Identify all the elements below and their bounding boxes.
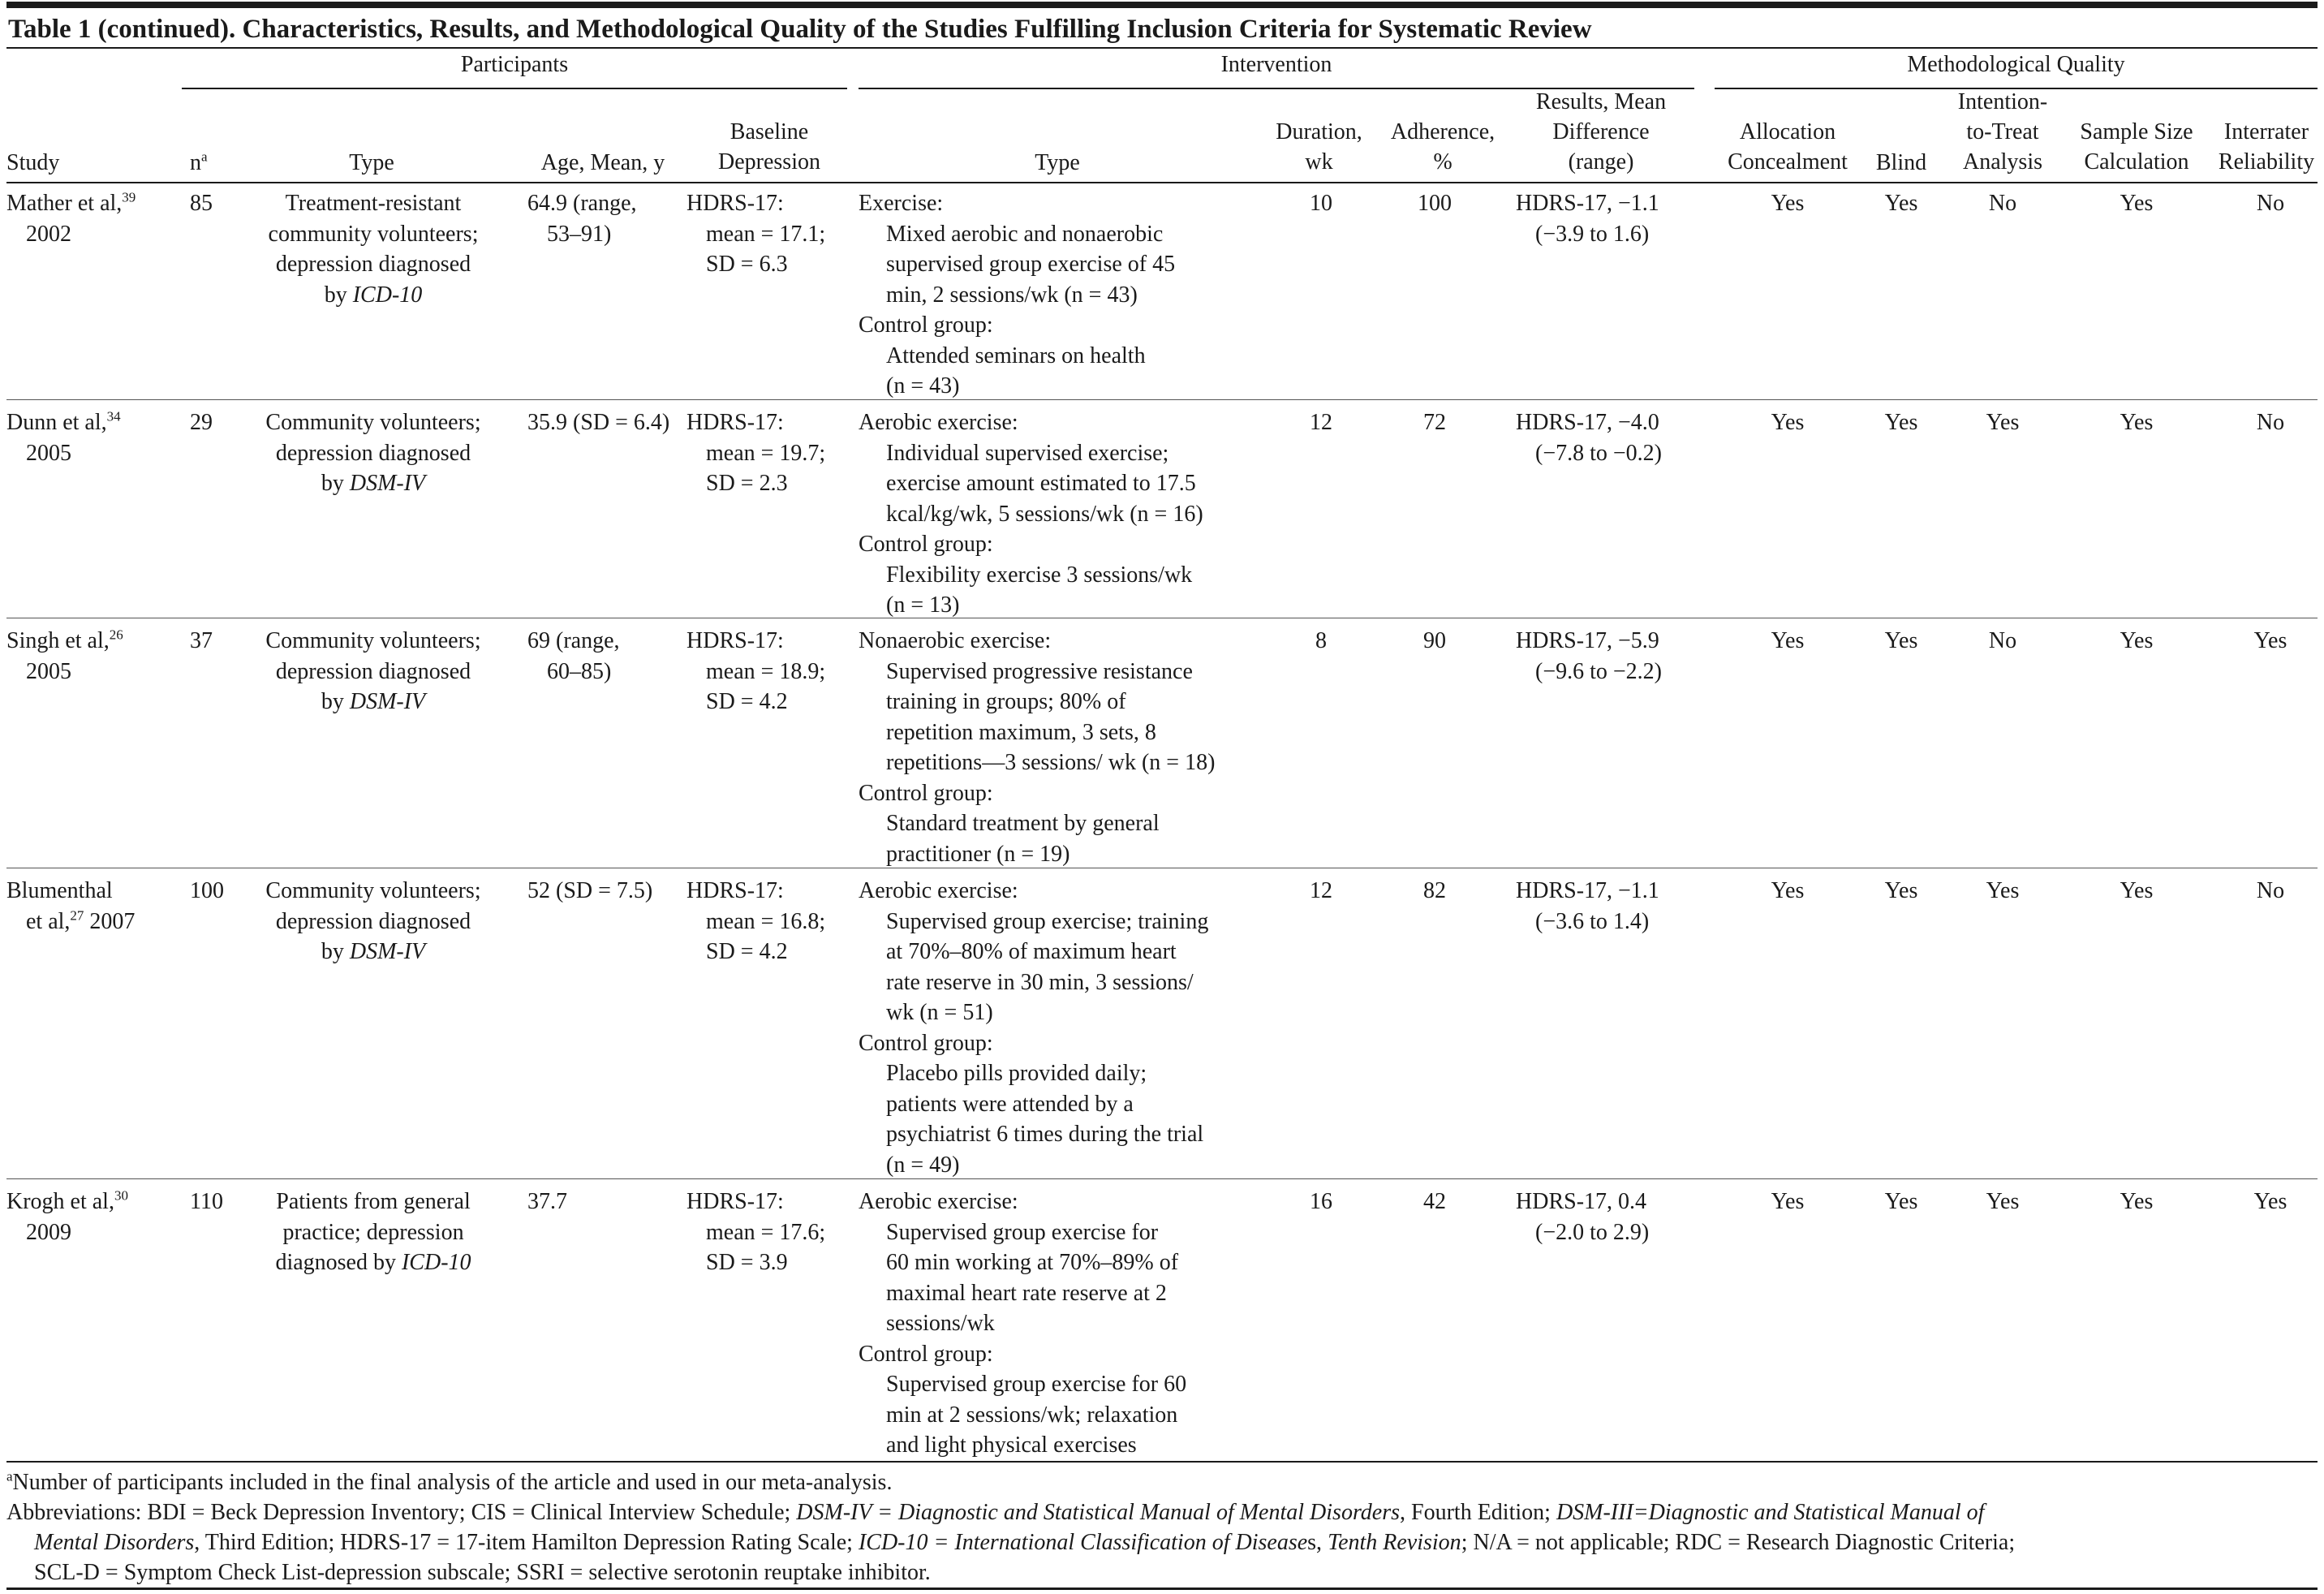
intervention-group-label: Control group: (859, 532, 993, 557)
blind-cell: Yes (1884, 878, 1918, 903)
intervention-detail: repetitions—3 sessions/ wk (n = 18) (886, 750, 1216, 775)
participant-type-line: Community volunteers; (265, 628, 481, 653)
participant-type-em: DSM-IV (349, 939, 426, 964)
results-cell (1516, 407, 1702, 468)
intervention-detail: repetition maximum, 3 sets, 8 (886, 719, 1156, 745)
study-cell (6, 1187, 177, 1247)
allocation-cell: Yes (1771, 878, 1805, 903)
sample-cell: Yes (2120, 410, 2154, 435)
bottom-rule (6, 1588, 2318, 1590)
intervention-detail: Supervised group exercise; training (886, 908, 1209, 934)
duration-cell: 8 (1315, 628, 1327, 653)
duration-cell: 12 (1310, 878, 1332, 903)
footnote-abbreviations-line2: Mental Disorders, Third Edition; HDRS-17 = 17-item Hamilton Depression Rating Scale; ICD-10 = International Classification of Diseases, Tenth Revision; N/A = not applicable; RDC = Research Diagnostic Criteria; (34, 1530, 2016, 1555)
adherence-cell: 90 (1423, 628, 1446, 653)
age-line: 52 (SD = 7.5) (527, 878, 653, 903)
age-line: 69 (range, (527, 628, 620, 653)
intervention-group-label: Aerobic exercise: (859, 410, 1018, 435)
itt-cell: Yes (1986, 878, 2020, 903)
results-line: (−3.9 to 1.6) (1535, 221, 1650, 247)
blind-cell: Yes (1884, 410, 1918, 435)
header-age: Age, Mean, y (540, 150, 665, 175)
interrater-cell: No (2256, 410, 2285, 435)
sample-cell: Yes (2120, 878, 2154, 903)
intervention-group-label: Control group: (859, 312, 993, 338)
participant-type-line (243, 280, 503, 311)
study-author: Singh et al, (6, 628, 110, 653)
n-cell: 110 (190, 1189, 223, 1214)
group-participants: Participants (460, 52, 569, 77)
participant-type-text: by (321, 689, 350, 714)
intervention-detail: and light physical exercises (886, 1432, 1137, 1458)
participant-type-line (243, 687, 503, 717)
study-cell (6, 626, 177, 687)
itt-cell: No (1988, 191, 2017, 216)
row-divider (6, 1178, 2318, 1179)
intervention-detail: practitioner (n = 19) (886, 841, 1070, 867)
n-cell: 85 (190, 191, 213, 216)
study-name (6, 188, 177, 219)
study-name (6, 1187, 177, 1217)
intervention-detail: kcal/kg/wk, 5 sessions/wk (n = 16) (886, 501, 1203, 527)
results-line: HDRS-17, −5.9 (1516, 628, 1659, 653)
baseline-line: mean = 19.7; (706, 440, 826, 466)
participant-type-line: practice; depression (282, 1219, 464, 1245)
baseline-line: mean = 17.1; (706, 221, 826, 247)
intervention-detail: 60 min working at 70%–89% of (886, 1250, 1179, 1275)
baseline-cell (686, 626, 849, 717)
intervention-cell (859, 1187, 1248, 1461)
baseline-line: HDRS-17: (686, 1189, 784, 1214)
study-year-value: 2007 (84, 908, 136, 934)
intervention-detail: (n = 49) (886, 1152, 960, 1178)
header-results: Results, Mean Difference (range) (1535, 89, 1667, 174)
participant-type-cell (243, 1187, 503, 1278)
study-etal: et al, (26, 908, 71, 934)
footnote-abbreviations-line1: Abbreviations: BDI = Beck Depression Inventory; CIS = Clinical Interview Schedule; DSM-IV = Diagnostic and Statistical Manual of Mental Disorders, Fourth Edition; DSM-III=Diagnostic and Statistical Manual of (6, 1500, 1985, 1525)
intervention-detail: min, 2 sessions/wk (n = 43) (886, 282, 1138, 308)
study-cell (6, 407, 177, 468)
results-line: HDRS-17, −1.1 (1516, 191, 1659, 216)
study-year: 2005 (26, 658, 71, 684)
study-ref: 26 (109, 627, 123, 643)
results-line: (−2.0 to 2.9) (1535, 1219, 1650, 1245)
participant-type-cell (243, 407, 503, 499)
participant-type-em: ICD-10 (401, 1250, 471, 1275)
participant-type-em: ICD-10 (352, 282, 423, 308)
adherence-cell: 42 (1423, 1189, 1446, 1214)
age-cell (527, 626, 682, 687)
participant-type-line: Community volunteers; (265, 878, 481, 903)
baseline-line: mean = 17.6; (706, 1219, 826, 1245)
study-name (6, 626, 177, 657)
intervention-detail: training in groups; 80% of (886, 689, 1126, 714)
intervention-detail: Supervised group exercise for (886, 1219, 1159, 1245)
duration-cell: 12 (1310, 410, 1332, 435)
intervention-detail: Attended seminars on health (886, 342, 1146, 368)
participant-type-line: depression diagnosed (275, 908, 471, 934)
participant-type-em: DSM-IV (349, 471, 426, 496)
group-intervention: Intervention (1220, 52, 1332, 77)
study-ref: 39 (122, 189, 136, 205)
header-allocation: Allocation Concealment (1728, 119, 1848, 174)
footnote-a: $^a$Number of participants included in the final analysis of the article and used in our meta-analysis. (6, 1468, 893, 1495)
age-line: 35.9 (SD = 6.4) (527, 410, 670, 435)
age-line: 53–91) (547, 221, 612, 247)
baseline-line: HDRS-17: (686, 628, 784, 653)
participant-type-line: depression diagnosed (275, 658, 471, 684)
results-line: (−9.6 to −2.2) (1535, 658, 1663, 684)
footnote-abbreviations-line3: SCL-D = Symptom Check List-depression subscale; SSRI = selective serotonin reuptake inhibitor. (34, 1560, 931, 1585)
participant-type-line: depression diagnosed (275, 440, 471, 466)
intervention-detail: supervised group exercise of 45 (886, 252, 1176, 277)
intervention-detail: sessions/wk (886, 1311, 995, 1336)
baseline-line: HDRS-17: (686, 410, 784, 435)
allocation-cell: Yes (1771, 410, 1805, 435)
itt-cell: Yes (1986, 1189, 2020, 1214)
age-line: 37.7 (527, 1189, 567, 1214)
row-divider (6, 399, 2318, 400)
results-cell (1516, 188, 1702, 249)
results-line: HDRS-17, 0.4 (1516, 1189, 1647, 1214)
header-study: Study (6, 150, 60, 175)
intervention-detail: min at 2 sessions/wk; relaxation (886, 1402, 1178, 1428)
results-line: (−3.6 to 1.4) (1535, 908, 1650, 934)
study-author: Krogh et al, (6, 1189, 114, 1214)
title-rule (6, 47, 2318, 49)
header-n: $n^a$ (190, 149, 208, 175)
study-name (6, 407, 177, 438)
intervention-cell (859, 188, 1248, 402)
n-cell: 100 (190, 878, 224, 903)
age-cell (527, 1187, 682, 1217)
intervention-cell (859, 876, 1248, 1180)
participant-type-cell (243, 626, 503, 717)
study-ref: 34 (106, 408, 121, 424)
baseline-line: mean = 18.9; (706, 658, 826, 684)
intervention-group-label: Aerobic exercise: (859, 878, 1018, 903)
intervention-detail: at 70%–80% of maximum heart (886, 939, 1177, 964)
intervention-group-label: Control group: (859, 1341, 993, 1367)
header-interrater: Interrater Reliability (2218, 119, 2315, 174)
header-rule (6, 182, 2318, 183)
results-line: (−7.8 to −0.2) (1535, 440, 1663, 466)
header-duration: Duration, wk (1276, 119, 1362, 174)
top-rule (6, 2, 2318, 8)
header-baseline: Baseline Depression (718, 119, 820, 174)
age-line: 60–85) (547, 658, 612, 684)
interrater-cell: No (2256, 878, 2285, 903)
n-cell: 37 (190, 628, 213, 653)
allocation-cell: Yes (1771, 628, 1805, 653)
baseline-cell (686, 407, 849, 499)
interrater-cell: No (2256, 191, 2285, 216)
intervention-group-label: Control group: (859, 780, 993, 806)
intervention-detail: Placebo pills provided daily; (886, 1061, 1147, 1086)
baseline-line: SD = 4.2 (706, 939, 788, 964)
n-cell: 29 (190, 410, 213, 435)
participant-type-cell (243, 188, 503, 310)
baseline-line: SD = 2.3 (706, 471, 788, 496)
header-sample-size: Sample Size Calculation (2080, 119, 2193, 174)
baseline-cell (686, 1187, 849, 1278)
study-author: Dunn et al, (6, 410, 107, 435)
header-participant-type: Type (349, 150, 394, 175)
blind-cell: Yes (1884, 191, 1918, 216)
study-year: 2005 (26, 440, 71, 466)
interrater-cell: Yes (2253, 628, 2287, 653)
allocation-cell: Yes (1771, 191, 1805, 216)
intervention-detail: Standard treatment by general (886, 811, 1160, 836)
participant-type-text: by (321, 471, 350, 496)
study-author: Mather et al, (6, 191, 123, 216)
header-itt: Intention- to-Treat Analysis (1957, 89, 2048, 174)
intervention-detail: rate reserve in 30 min, 3 sessions/ (886, 969, 1194, 995)
baseline-line: HDRS-17: (686, 878, 784, 903)
adherence-cell: 72 (1423, 410, 1446, 435)
participant-type-line: Treatment-resistant (285, 191, 462, 216)
participant-type-line (243, 1247, 503, 1278)
intervention-detail: psychiatrist 6 times during the trial (886, 1122, 1204, 1147)
participant-type-line: Community volunteers; (265, 410, 481, 435)
study-ref: 27 (70, 907, 84, 924)
intervention-detail: (n = 43) (886, 373, 960, 398)
participant-type-line: Patients from general (276, 1189, 471, 1214)
study-cell (6, 876, 177, 937)
intervention-cell (859, 626, 1248, 869)
results-line: HDRS-17, −4.0 (1516, 410, 1659, 435)
participant-type-text: by (324, 282, 353, 308)
header-adherence: Adherence, % (1390, 119, 1496, 174)
participant-type-em: DSM-IV (349, 689, 426, 714)
baseline-line: SD = 4.2 (706, 689, 788, 714)
header-intervention-type: Type (1035, 150, 1080, 175)
blind-cell: Yes (1884, 1189, 1918, 1214)
intervention-detail: Supervised progressive resistance (886, 658, 1193, 684)
duration-cell: 16 (1310, 1189, 1332, 1214)
study-cell (6, 188, 177, 249)
baseline-line: HDRS-17: (686, 191, 784, 216)
intervention-detail: exercise amount estimated to 17.5 (886, 471, 1196, 496)
baseline-cell (686, 876, 849, 967)
body-bottom-rule (6, 1461, 2318, 1463)
participant-type-line: depression diagnosed (275, 252, 471, 277)
intervention-detail: Mixed aerobic and nonaerobic (886, 221, 1164, 247)
intervention-detail: maximal heart rate reserve at 2 (886, 1280, 1167, 1306)
intervention-detail: patients were attended by a (886, 1091, 1134, 1117)
age-cell (527, 876, 682, 907)
sample-cell: Yes (2120, 628, 2154, 653)
table-title: Table 1 (continued). Characteristics, Results, and Methodological Quality of the Studies Fulfilling Inclusion Criteria for Systematic Review (8, 15, 1592, 44)
blind-cell: Yes (1884, 628, 1918, 653)
age-cell (527, 407, 682, 438)
intervention-group-label: Nonaerobic exercise: (859, 628, 1052, 653)
intervention-detail: wk (n = 51) (886, 1000, 993, 1025)
intervention-detail: Individual supervised exercise; (886, 440, 1169, 466)
results-line: HDRS-17, −1.1 (1516, 878, 1659, 903)
interrater-cell: Yes (2253, 1189, 2287, 1214)
itt-cell: Yes (1986, 410, 2020, 435)
results-cell (1516, 876, 1702, 937)
study-ref: 30 (114, 1187, 128, 1204)
duration-cell: 10 (1310, 191, 1332, 216)
header-blind: Blind (1875, 150, 1927, 175)
baseline-cell (686, 188, 849, 280)
adherence-cell: 100 (1418, 191, 1452, 216)
intervention-detail: Flexibility exercise 3 sessions/wk (886, 562, 1193, 588)
intervention-group-label: Aerobic exercise: (859, 1189, 1018, 1214)
group-quality: Methodological Quality (1907, 52, 2125, 77)
baseline-line: SD = 3.9 (706, 1250, 788, 1275)
age-cell (527, 188, 682, 249)
results-cell (1516, 1187, 1702, 1247)
participant-type-line: community volunteers; (268, 221, 479, 247)
group-participants-rule (182, 88, 847, 89)
results-cell (1516, 626, 1702, 687)
participant-type-cell (243, 876, 503, 967)
baseline-line: SD = 6.3 (706, 252, 788, 277)
intervention-detail: (n = 13) (886, 592, 960, 618)
allocation-cell: Yes (1771, 1189, 1805, 1214)
study-author: Blumenthal (6, 878, 113, 903)
sample-cell: Yes (2120, 191, 2154, 216)
intervention-group-label: Control group: (859, 1030, 993, 1056)
age-line: 64.9 (range, (527, 191, 637, 216)
participant-type-text: by (321, 939, 350, 964)
participant-type-text: diagnosed by (275, 1250, 402, 1275)
study-year: 2002 (26, 221, 71, 247)
intervention-detail: Supervised group exercise for 60 (886, 1372, 1187, 1397)
participant-type-line (243, 468, 503, 499)
adherence-cell: 82 (1423, 878, 1446, 903)
participant-type-line (243, 937, 503, 967)
study-year (6, 907, 177, 937)
baseline-line: mean = 16.8; (706, 908, 826, 934)
sample-cell: Yes (2120, 1189, 2154, 1214)
intervention-group-label: Exercise: (859, 191, 944, 216)
study-name (6, 876, 177, 907)
study-year: 2009 (26, 1219, 71, 1245)
itt-cell: No (1988, 628, 2017, 653)
intervention-cell (859, 407, 1248, 621)
